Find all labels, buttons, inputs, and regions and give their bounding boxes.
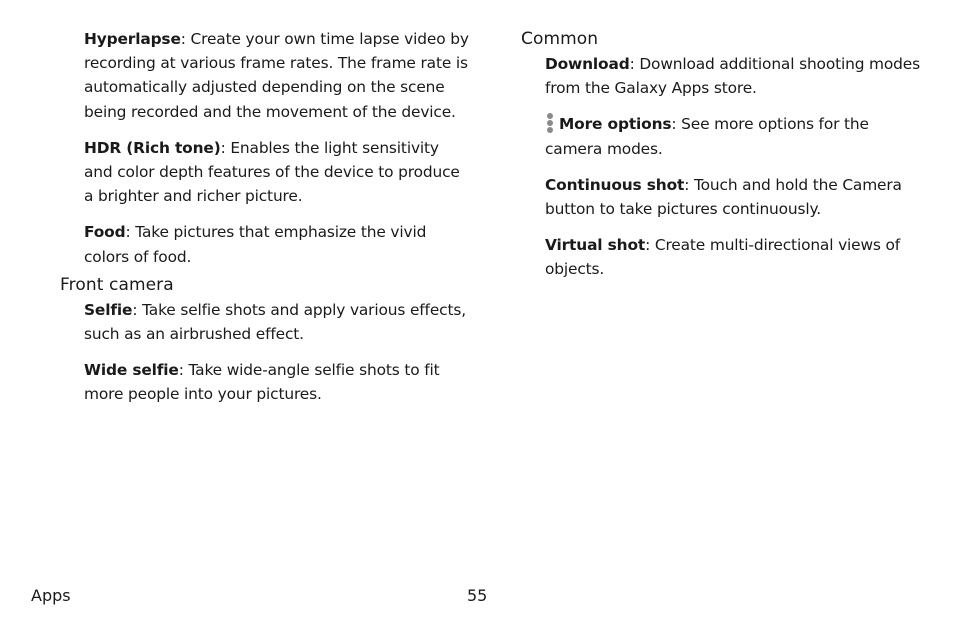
entry-hdr-rich-tone xyxy=(84,136,470,209)
entry-virtual-shot xyxy=(545,233,921,281)
left-column xyxy=(60,27,470,419)
entry-term: Selfie xyxy=(84,300,133,319)
entry-description: : See more options for the camera modes. xyxy=(545,115,869,158)
entry-download xyxy=(545,52,921,100)
entry-description: : Touch and hold the Camera button to take pictures continuously. xyxy=(545,175,902,219)
entry-term: HDR (Rich tone) xyxy=(84,138,221,157)
entry-hyperlapse xyxy=(84,27,470,124)
page-number: 55 xyxy=(467,586,488,605)
entry-term: Virtual shot xyxy=(545,236,646,255)
front-camera-heading: Front camera xyxy=(60,274,174,295)
entry-description: : Download additional shooting modes from the Galaxy Apps store. xyxy=(545,55,920,98)
entry-term: Continuous shot xyxy=(545,175,685,194)
entry-term: Wide selfie xyxy=(84,361,179,380)
entry-term: More options xyxy=(559,115,672,134)
entry-description: : Take pictures that emphasize the vivid colors of food. xyxy=(84,223,427,266)
entry-description: : Take wide-angle selfie shots to fit more people into your pictures. xyxy=(84,361,440,404)
entry-term: Hyperlapse xyxy=(84,30,181,48)
entry-selfie xyxy=(84,298,470,346)
right-column xyxy=(521,27,921,294)
entry-term: Download xyxy=(545,55,630,73)
footer-section-label: Apps xyxy=(31,586,71,605)
entry-wide-selfie xyxy=(84,358,470,406)
entry-continuous-shot xyxy=(545,173,921,221)
entry-description: : Take selfie shots and apply various effects, such as an airbrushed effect. xyxy=(84,300,466,344)
entry-description: : Create your own time lapse video by recording at various frame rates. The frame rate is automatically adjusted depending on the scene being recorded and the movement of the device. xyxy=(84,30,469,121)
entry-food xyxy=(84,220,470,268)
entry-term: Food xyxy=(84,223,126,242)
common-heading: Common xyxy=(521,29,599,49)
more-options-icon xyxy=(547,113,553,133)
entry-more-options xyxy=(545,112,921,160)
entry-description: : Create multi-directional views of objects. xyxy=(545,236,901,279)
entry-description: : Enables the light sensitivity and color depth features of the device to produce a brighter and richer picture. xyxy=(84,138,460,206)
